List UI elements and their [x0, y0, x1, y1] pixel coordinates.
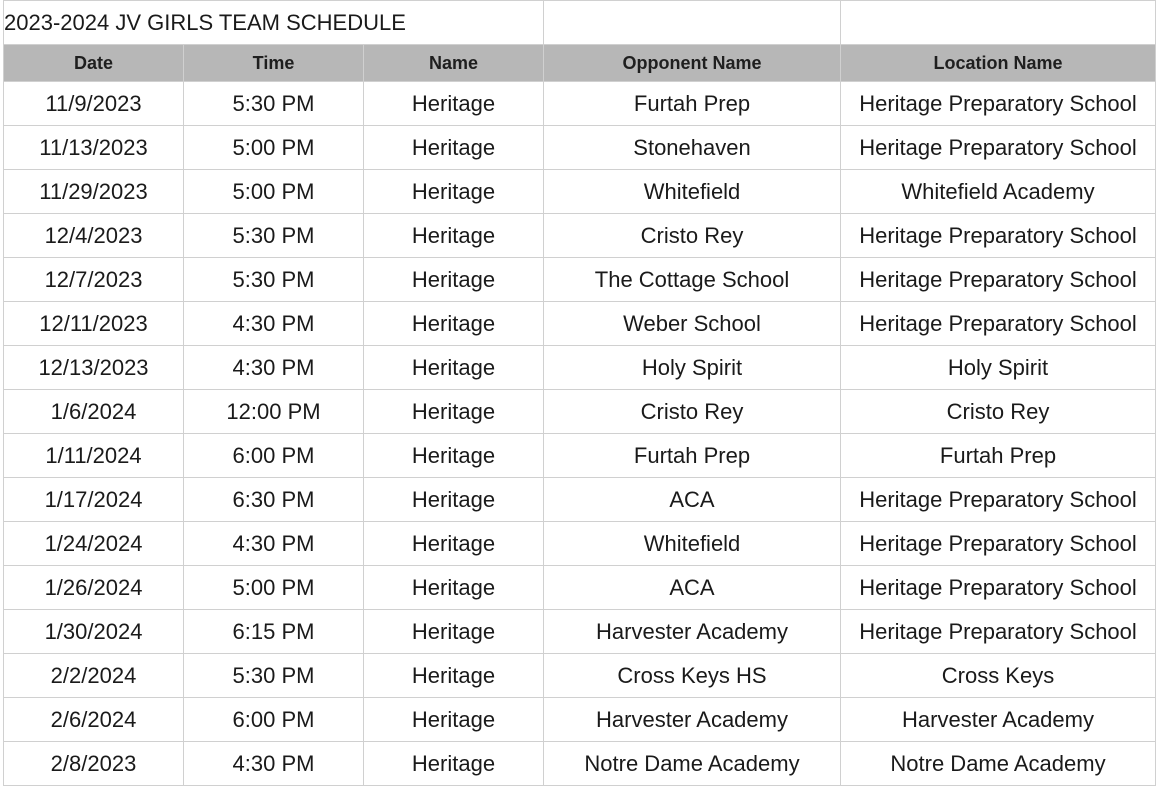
cell-opponent[interactable]: Cross Keys HS: [544, 654, 841, 698]
header-time[interactable]: Time: [184, 45, 364, 82]
cell-time[interactable]: 6:00 PM: [184, 698, 364, 742]
cell-location[interactable]: Heritage Preparatory School: [841, 302, 1156, 346]
cell-opponent[interactable]: Harvester Academy: [544, 610, 841, 654]
cell-name[interactable]: Heritage: [364, 258, 544, 302]
header-location[interactable]: Location Name: [841, 45, 1156, 82]
table-row: [4, 214, 1156, 258]
cell-opponent[interactable]: Whitefield: [544, 522, 841, 566]
cell-time[interactable]: 5:00 PM: [184, 566, 364, 610]
cell-time[interactable]: 4:30 PM: [184, 302, 364, 346]
cell-date[interactable]: 11/9/2023: [4, 82, 184, 126]
sheet-title[interactable]: 2023-2024 JV GIRLS TEAM SCHEDULE: [4, 1, 544, 45]
cell-date[interactable]: 2/8/2023: [4, 742, 184, 786]
header-row: [4, 45, 1156, 82]
cell-location[interactable]: Harvester Academy: [841, 698, 1156, 742]
cell-opponent[interactable]: Whitefield: [544, 170, 841, 214]
cell-location[interactable]: Heritage Preparatory School: [841, 214, 1156, 258]
cell-opponent[interactable]: Furtah Prep: [544, 82, 841, 126]
cell-date[interactable]: 12/7/2023: [4, 258, 184, 302]
cell-location[interactable]: Cristo Rey: [841, 390, 1156, 434]
schedule-table: [3, 0, 1156, 786]
table-row: [4, 698, 1156, 742]
cell-time[interactable]: 5:30 PM: [184, 214, 364, 258]
cell-date[interactable]: 1/6/2024: [4, 390, 184, 434]
cell-location[interactable]: Heritage Preparatory School: [841, 522, 1156, 566]
cell-date[interactable]: 12/11/2023: [4, 302, 184, 346]
cell-name[interactable]: Heritage: [364, 698, 544, 742]
cell-name[interactable]: Heritage: [364, 346, 544, 390]
cell-location[interactable]: Holy Spirit: [841, 346, 1156, 390]
cell-date[interactable]: 2/6/2024: [4, 698, 184, 742]
cell-opponent[interactable]: Cristo Rey: [544, 390, 841, 434]
cell-location[interactable]: Heritage Preparatory School: [841, 566, 1156, 610]
cell-location[interactable]: Heritage Preparatory School: [841, 478, 1156, 522]
cell-time[interactable]: 5:30 PM: [184, 82, 364, 126]
cell-date[interactable]: 12/4/2023: [4, 214, 184, 258]
table-row: [4, 610, 1156, 654]
cell-date[interactable]: 1/11/2024: [4, 434, 184, 478]
table-row: [4, 434, 1156, 478]
cell-date[interactable]: 1/30/2024: [4, 610, 184, 654]
table-row: [4, 478, 1156, 522]
cell-time[interactable]: 6:00 PM: [184, 434, 364, 478]
cell-time[interactable]: 4:30 PM: [184, 522, 364, 566]
cell-name[interactable]: Heritage: [364, 478, 544, 522]
empty-cell[interactable]: [544, 1, 841, 45]
cell-name[interactable]: Heritage: [364, 522, 544, 566]
cell-location[interactable]: Notre Dame Academy: [841, 742, 1156, 786]
table-row: [4, 302, 1156, 346]
cell-time[interactable]: 4:30 PM: [184, 346, 364, 390]
cell-time[interactable]: 6:30 PM: [184, 478, 364, 522]
cell-name[interactable]: Heritage: [364, 390, 544, 434]
cell-date[interactable]: 1/17/2024: [4, 478, 184, 522]
table-row: [4, 390, 1156, 434]
cell-date[interactable]: 1/26/2024: [4, 566, 184, 610]
cell-date[interactable]: 12/13/2023: [4, 346, 184, 390]
table-row: [4, 742, 1156, 786]
cell-location[interactable]: Heritage Preparatory School: [841, 610, 1156, 654]
table-row: [4, 346, 1156, 390]
title-row: [4, 1, 1156, 45]
cell-time[interactable]: 5:30 PM: [184, 258, 364, 302]
cell-name[interactable]: Heritage: [364, 170, 544, 214]
cell-name[interactable]: Heritage: [364, 654, 544, 698]
cell-name[interactable]: Heritage: [364, 126, 544, 170]
cell-name[interactable]: Heritage: [364, 302, 544, 346]
cell-name[interactable]: Heritage: [364, 82, 544, 126]
table-row: [4, 522, 1156, 566]
table-row: [4, 258, 1156, 302]
table-row: [4, 170, 1156, 214]
cell-opponent[interactable]: Furtah Prep: [544, 434, 841, 478]
cell-name[interactable]: Heritage: [364, 610, 544, 654]
cell-name[interactable]: Heritage: [364, 214, 544, 258]
cell-opponent[interactable]: Cristo Rey: [544, 214, 841, 258]
table-row: [4, 654, 1156, 698]
table-row: [4, 566, 1156, 610]
empty-cell[interactable]: [841, 1, 1156, 45]
cell-opponent[interactable]: Notre Dame Academy: [544, 742, 841, 786]
cell-time[interactable]: 5:30 PM: [184, 654, 364, 698]
cell-date[interactable]: 1/24/2024: [4, 522, 184, 566]
cell-opponent[interactable]: Stonehaven: [544, 126, 841, 170]
cell-date[interactable]: 11/13/2023: [4, 126, 184, 170]
cell-time[interactable]: 6:15 PM: [184, 610, 364, 654]
cell-opponent[interactable]: ACA: [544, 478, 841, 522]
cell-name[interactable]: Heritage: [364, 566, 544, 610]
cell-location[interactable]: Whitefield Academy: [841, 170, 1156, 214]
cell-opponent[interactable]: ACA: [544, 566, 841, 610]
header-name[interactable]: Name: [364, 45, 544, 82]
cell-time[interactable]: 4:30 PM: [184, 742, 364, 786]
header-date[interactable]: Date: [4, 45, 184, 82]
header-opponent[interactable]: Opponent Name: [544, 45, 841, 82]
cell-time[interactable]: 5:00 PM: [184, 126, 364, 170]
cell-time[interactable]: 5:00 PM: [184, 170, 364, 214]
table-row: [4, 82, 1156, 126]
cell-opponent[interactable]: Weber School: [544, 302, 841, 346]
cell-location[interactable]: Heritage Preparatory School: [841, 258, 1156, 302]
cell-date[interactable]: 2/2/2024: [4, 654, 184, 698]
cell-date[interactable]: 11/29/2023: [4, 170, 184, 214]
cell-opponent[interactable]: Harvester Academy: [544, 698, 841, 742]
cell-location[interactable]: Furtah Prep: [841, 434, 1156, 478]
table-row: [4, 126, 1156, 170]
cell-location[interactable]: Cross Keys: [841, 654, 1156, 698]
cell-location[interactable]: Heritage Preparatory School: [841, 82, 1156, 126]
cell-name[interactable]: Heritage: [364, 434, 544, 478]
cell-time[interactable]: 12:00 PM: [184, 390, 364, 434]
cell-name[interactable]: Heritage: [364, 742, 544, 786]
cell-location[interactable]: Heritage Preparatory School: [841, 126, 1156, 170]
cell-opponent[interactable]: The Cottage School: [544, 258, 841, 302]
cell-opponent[interactable]: Holy Spirit: [544, 346, 841, 390]
